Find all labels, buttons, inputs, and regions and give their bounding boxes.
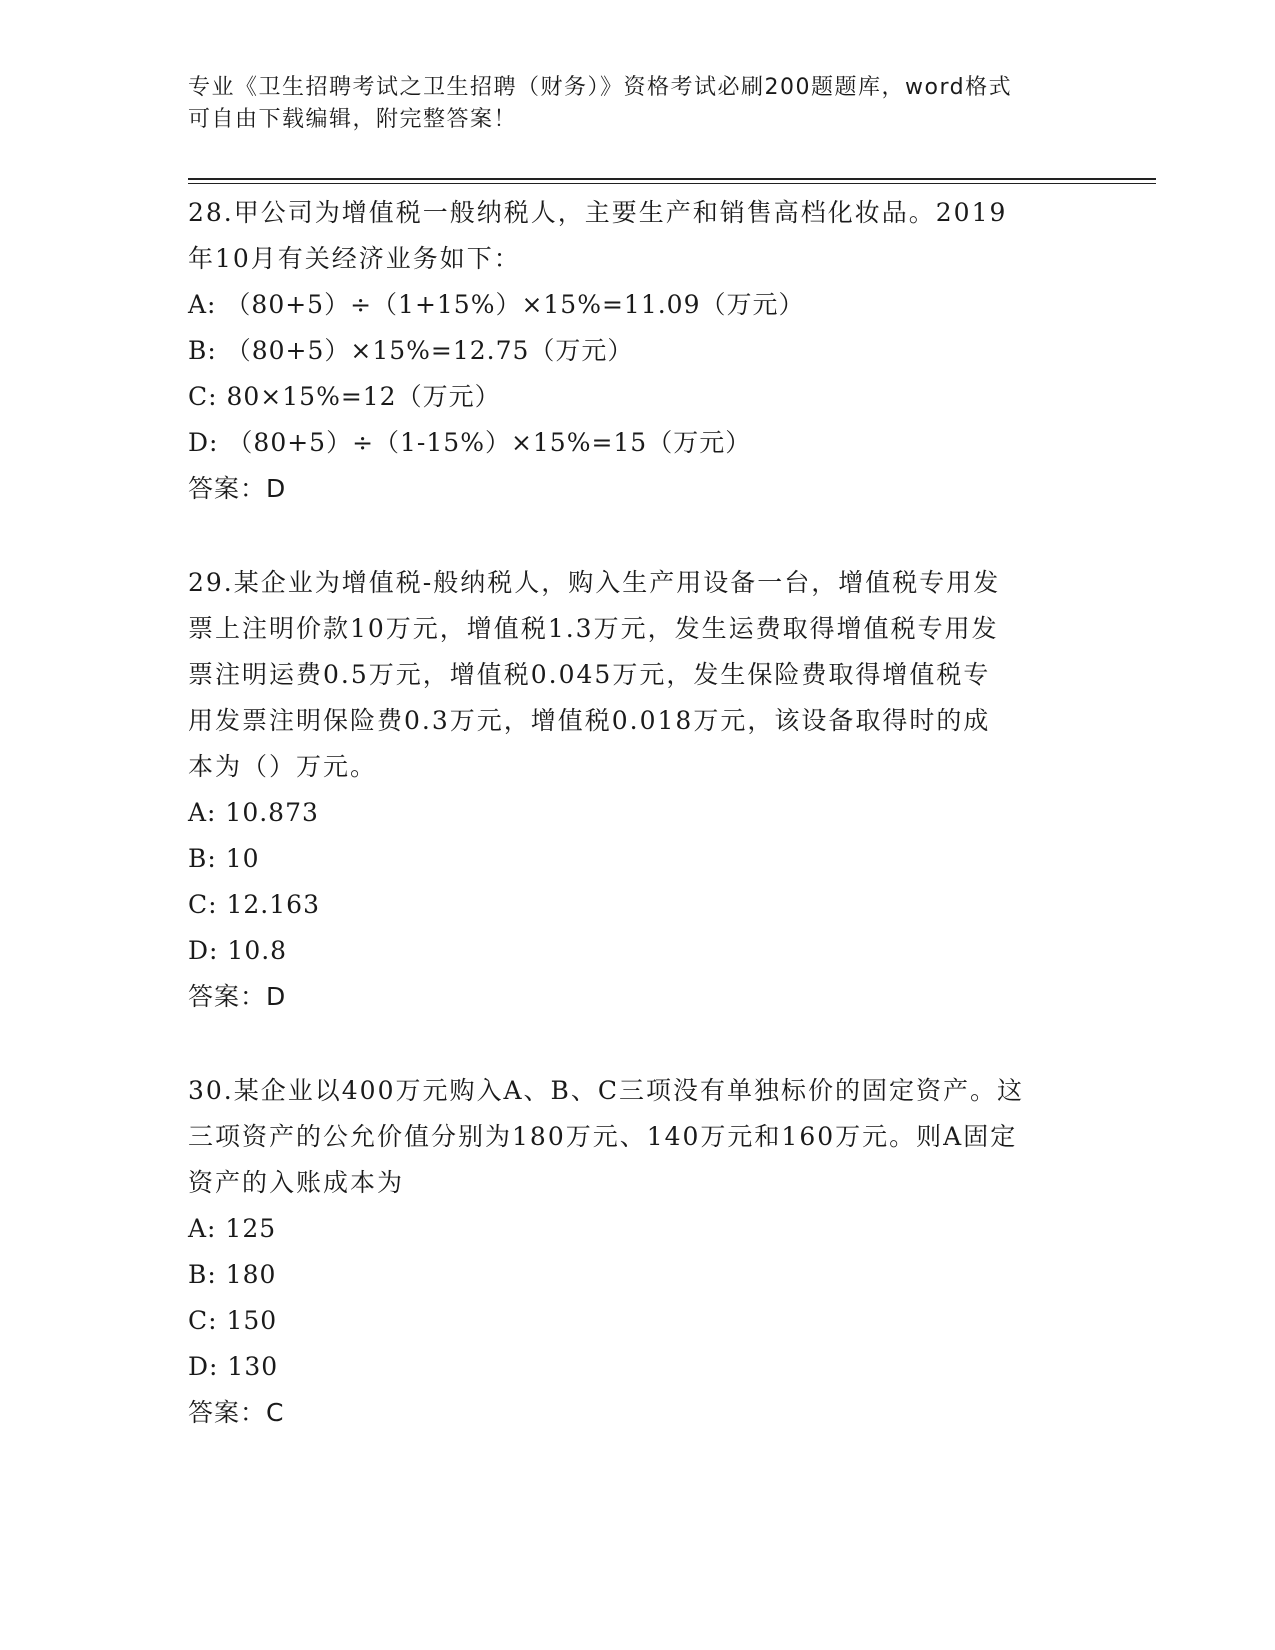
- option-c: C: 80×15%=12（万元）: [188, 382, 501, 411]
- stem-line: 本为（）万元。: [188, 752, 378, 781]
- stem-line: 票注明运费0.5万元，增值税0.045万元，发生保险费取得增值税专: [188, 660, 991, 689]
- option-d: D: （80+5）÷（1-15%）×15%=15（万元）: [188, 428, 752, 457]
- option-c: C: 150: [188, 1306, 278, 1335]
- option-a: A: 10.873: [188, 798, 319, 827]
- header-rule: [188, 178, 1156, 184]
- stem-line: 票上注明价款10万元，增值税1.3万元，发生运费取得增值税专用发: [188, 614, 999, 643]
- page-header: [188, 72, 1068, 136]
- stem-line: 30.某企业以400万元购入A、B、C三项没有单独标价的固定资产。这: [188, 1076, 1025, 1105]
- stem-line: 28.甲公司为增值税一般纳税人，主要生产和销售高档化妆品。2019: [188, 198, 1008, 227]
- option-b: B: 10: [188, 844, 260, 873]
- question-29: [188, 560, 1088, 1020]
- question-28: [188, 190, 1088, 512]
- question-stem: [188, 190, 1088, 282]
- option-a: A: 125: [188, 1214, 277, 1243]
- stem-line: 年10月有关经济业务如下：: [188, 244, 521, 273]
- option-b: B: （80+5）×15%=12.75（万元）: [188, 336, 634, 365]
- answer: 答案：D: [188, 982, 287, 1011]
- option-d: D: 130: [188, 1352, 279, 1381]
- option-b: B: 180: [188, 1260, 277, 1289]
- option-a: A: （80+5）÷（1+15%）×15%=11.09（万元）: [188, 290, 805, 319]
- answer: 答案：D: [188, 474, 287, 503]
- header-line-2: 可自由下载编辑，附完整答案！: [188, 107, 518, 132]
- question-list: [188, 190, 1088, 1484]
- question-stem: [188, 1068, 1088, 1206]
- option-c: C: 12.163: [188, 890, 320, 919]
- question-stem: [188, 560, 1088, 790]
- question-30: [188, 1068, 1088, 1436]
- stem-line: 三项资产的公允价值分别为180万元、140万元和160万元。则A固定: [188, 1122, 1018, 1151]
- header-line-1: 专业《卫生招聘考试之卫生招聘（财务）》资格考试必刷200题题库，word格式: [188, 75, 1013, 100]
- stem-line: 用发票注明保险费0.3万元，增值税0.018万元，该设备取得时的成: [188, 706, 991, 735]
- stem-line: 29.某企业为增值税-般纳税人，购入生产用设备一台，增值税专用发: [188, 568, 1001, 597]
- answer: 答案：C: [188, 1398, 285, 1427]
- stem-line: 资产的入账成本为: [188, 1168, 405, 1197]
- option-d: D: 10.8: [188, 936, 288, 965]
